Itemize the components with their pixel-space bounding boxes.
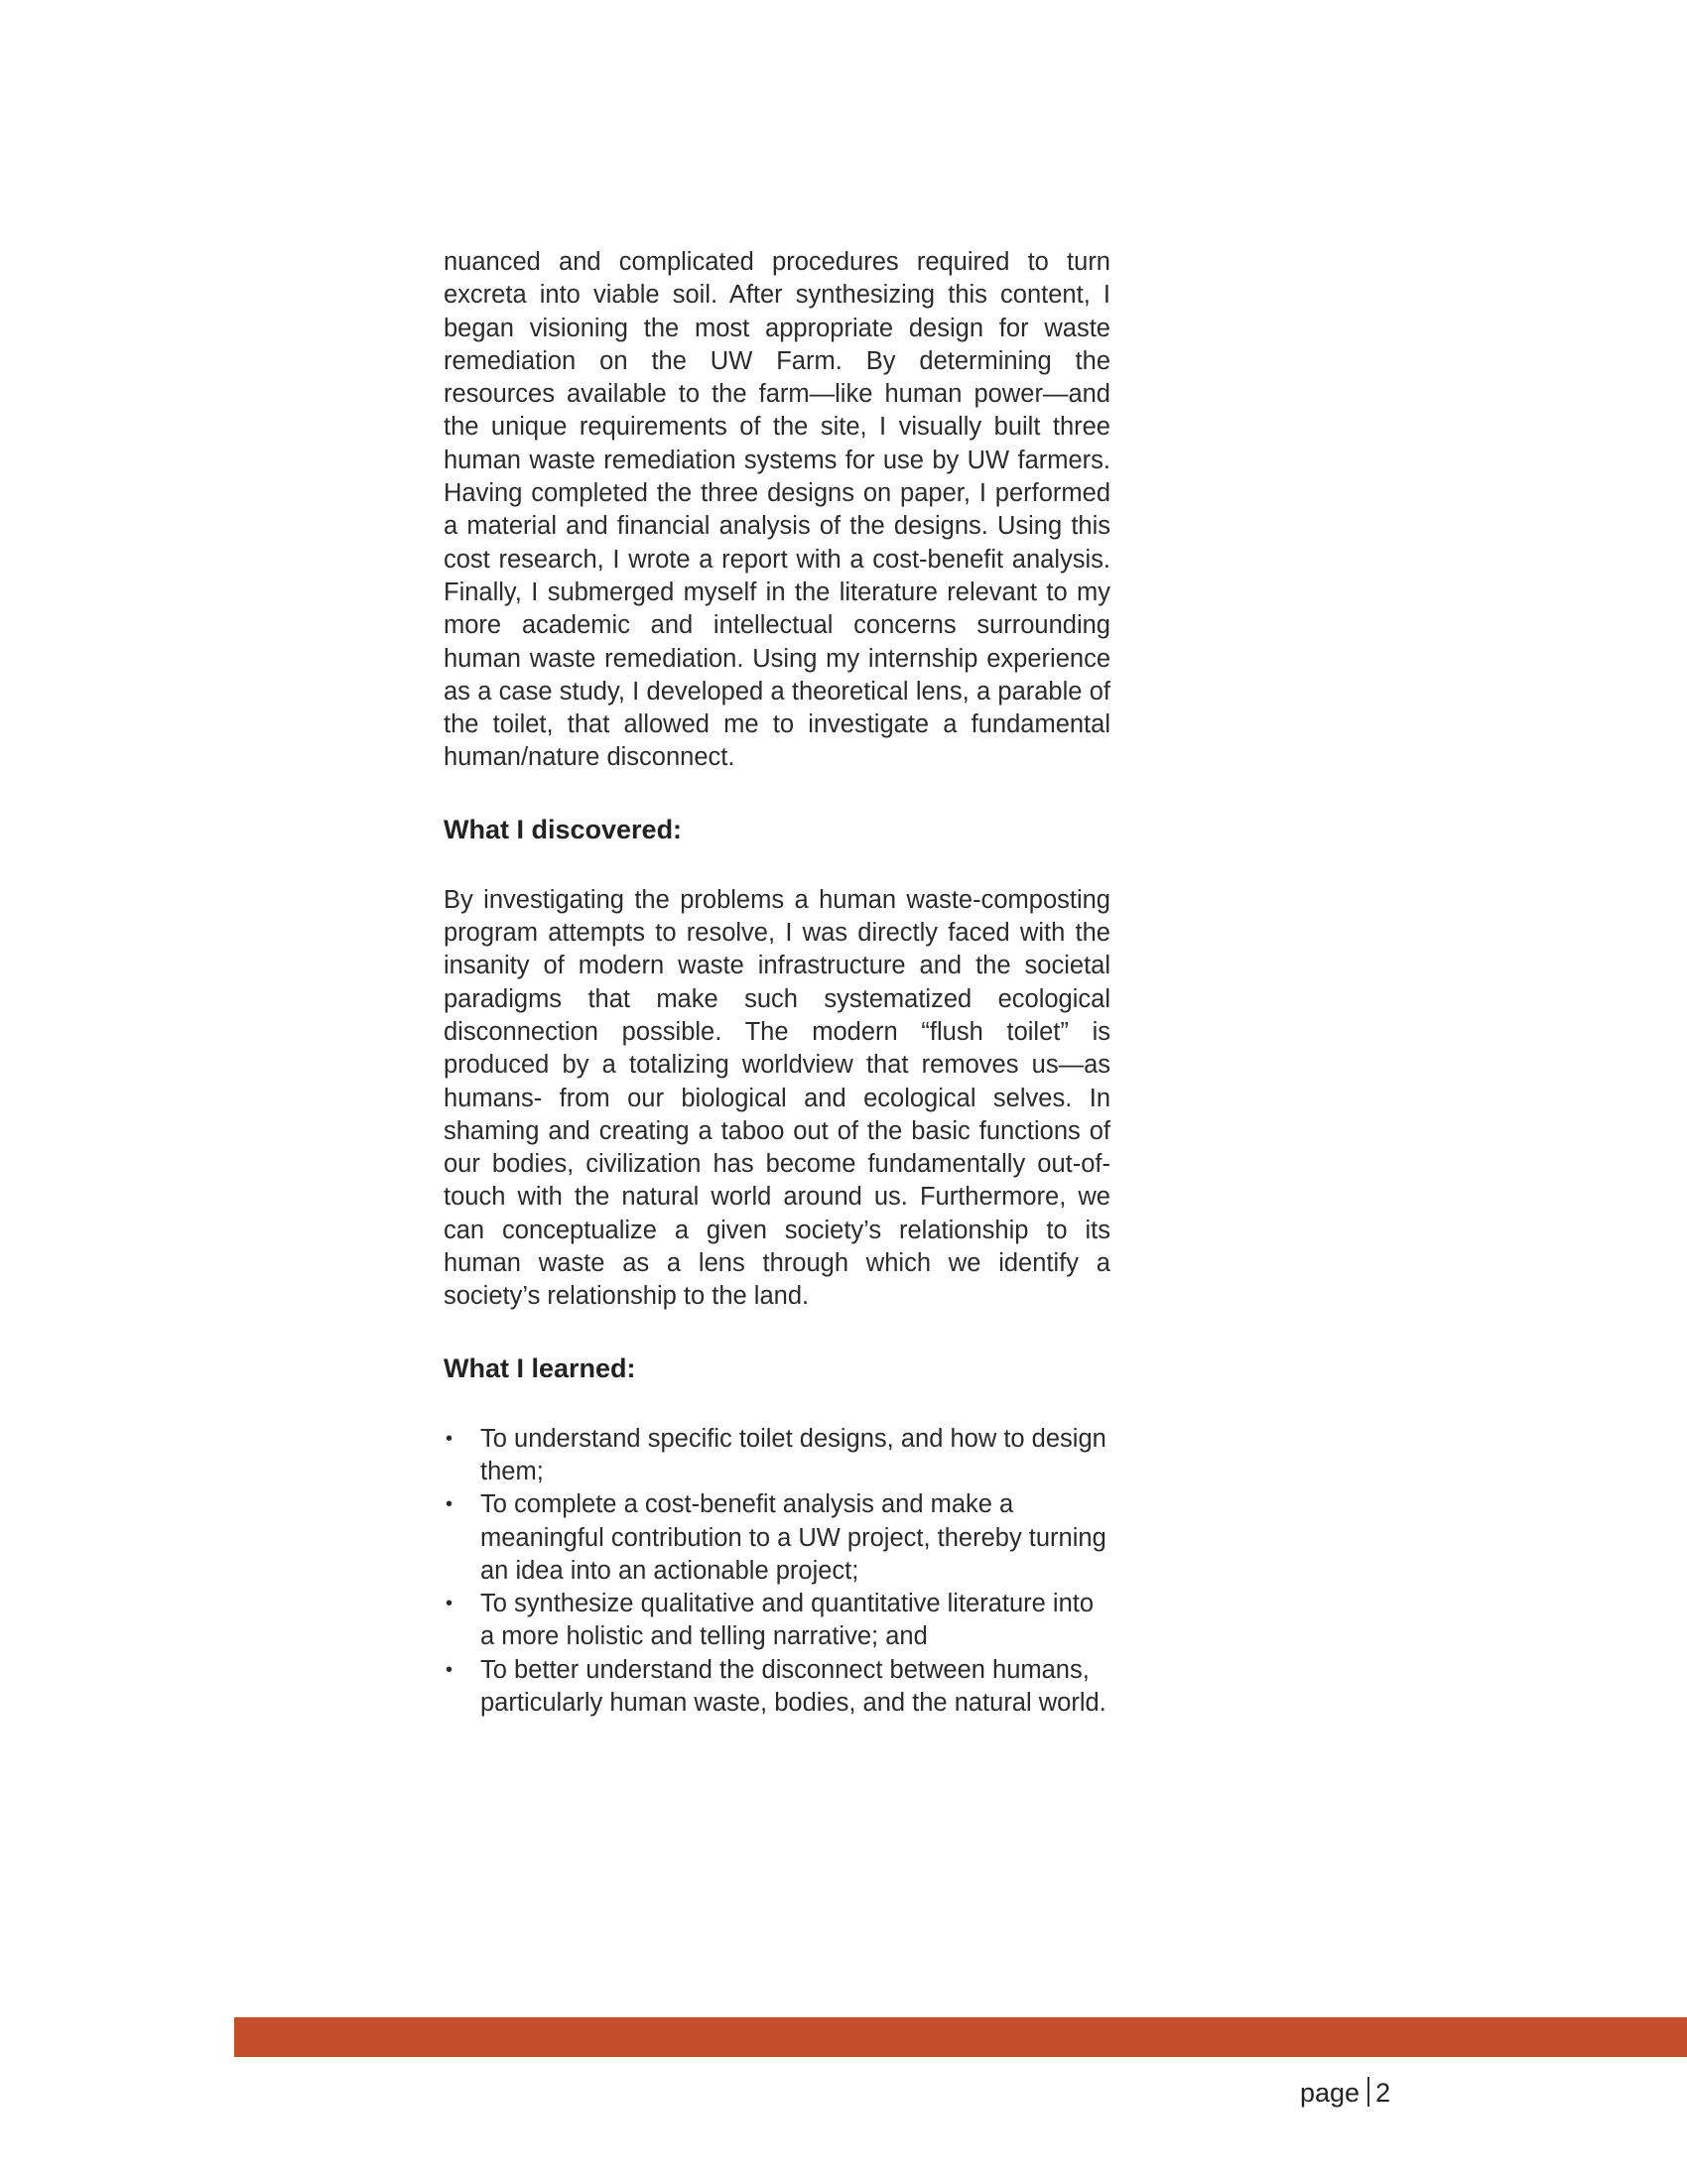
- list-item: [444, 1588, 1110, 1654]
- list-item-text: To complete a cost-benefit analysis and make a meaningful contribution to a UW project, thereby turning an idea into an actionable project;: [480, 1490, 1106, 1585]
- learned-heading: What I learned:: [444, 1352, 636, 1383]
- bullet-icon: •: [446, 1593, 454, 1615]
- page-separator: [1367, 2077, 1369, 2107]
- bullet-icon: •: [446, 1493, 454, 1516]
- discovered-heading: What I discovered:: [444, 814, 683, 844]
- page-number-value: 2: [1375, 2078, 1391, 2108]
- list-item-text: To understand specific toilet designs, and how to design them;: [480, 1424, 1106, 1485]
- list-item: [444, 1488, 1110, 1588]
- list-item: [444, 1654, 1110, 1721]
- page-number: [1300, 2076, 1390, 2110]
- list-item: [444, 1423, 1110, 1489]
- list-item-text: To synthesize qualitative and quantitative literature into a more holistic and telling narrative; and: [480, 1590, 1095, 1651]
- intro-paragraph: nuanced and complicated procedures required to turn excreta into viable soil. After synthesizing this content, I began visioning the most appropriate design for waste remediation on the UW Farm. By determining the resources available to the farm—like human power—and the unique requirements of the site, I visually built three human waste remediation systems for use by UW farmers. Having completed the three designs on paper, I performed a material and financial analysis of the designs. Using this cost research, I wrote a report with a cost-benefit analysis. Finally, I submerged myself in the literature relevant to my more academic and intellectual concerns surrounding human waste remediation. Using my internship experience as a case study, I developed a theoretical lens, a parable of the toilet, that allowed me to investigate a fundamental human/nature disconnect.: [444, 248, 1110, 772]
- page-content: [444, 246, 1110, 1720]
- list-item-text: To better understand the disconnect between humans, particularly human waste, bodies, and the natural world.: [480, 1655, 1106, 1717]
- bullet-icon: •: [446, 1427, 454, 1450]
- page-label: page: [1300, 2078, 1361, 2108]
- learned-list: [444, 1423, 1110, 1721]
- discovered-paragraph: By investigating the problems a human waste-composting program attempts to resolve, I was directly faced with the insanity of modern waste infrastructure and the societal paradigms that make such systematized ecological disconnection possible. The modern “flush toilet” is produced by a totalizing worldview that removes us—as humans- from our biological and ecological selves. In shaming and creating a taboo out of the basic functions of our bodies, civilization has become fundamentally out-of-touch with the natural world around us. Furthermore, we can conceptualize a given society’s relationship to its human waste as a lens through which we identify a society’s relationship to the land.: [444, 885, 1110, 1311]
- bullet-icon: •: [446, 1658, 454, 1681]
- footer-accent-bar: [234, 2017, 1687, 2057]
